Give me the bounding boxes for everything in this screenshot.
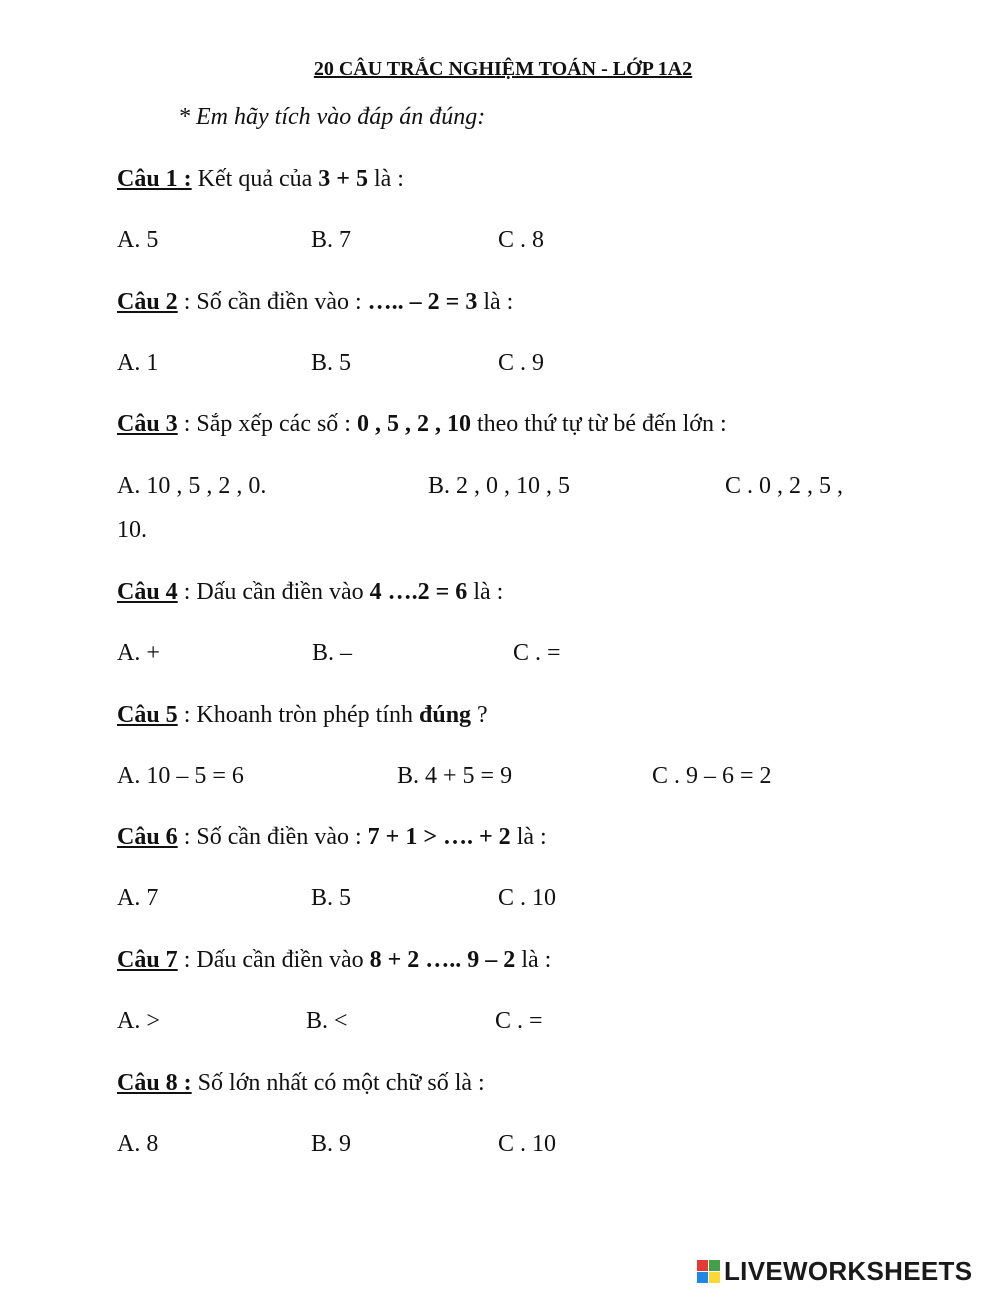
q8-option-a[interactable]: A. 8: [117, 1131, 159, 1157]
q1-option-b[interactable]: B. 7: [311, 227, 352, 253]
q7-option-c[interactable]: C . =: [495, 1008, 543, 1034]
logo-block: [709, 1260, 720, 1271]
question-label: Câu 3: [117, 411, 178, 437]
q4-option-a[interactable]: A. +: [117, 640, 160, 666]
question-text-end: là :: [367, 166, 404, 192]
question-label: Câu 5: [117, 702, 178, 728]
q5-option-b[interactable]: B. 4 + 5 = 9: [397, 763, 513, 789]
question-text-end: là :: [515, 947, 552, 973]
question-6: [117, 824, 547, 851]
q2-option-b[interactable]: B. 5: [311, 350, 352, 376]
question-text-end: là :: [477, 289, 514, 315]
q6-option-b[interactable]: B. 5: [311, 885, 352, 911]
question-text: : Số cần điền vào :: [177, 824, 368, 850]
logo-text: LIVEWORKSHEETS: [724, 1255, 973, 1286]
question-label: Câu 2: [117, 289, 178, 315]
q2-option-a[interactable]: A. 1: [117, 350, 159, 376]
question-8: [117, 1070, 485, 1097]
page-title: 20 CÂU TRẮC NGHIỆM TOÁN - LỚP 1A2: [313, 58, 693, 80]
q8-option-b[interactable]: B. 9: [311, 1131, 352, 1157]
question-expression: đúng: [419, 702, 472, 728]
q5-option-c[interactable]: C . 9 – 6 = 2: [652, 763, 772, 789]
question-text-end: theo thứ tự từ bé đến lớn :: [470, 411, 727, 437]
question-text: Số lớn nhất có một chữ số là :: [191, 1070, 485, 1096]
q6-option-c[interactable]: C . 10: [498, 885, 557, 911]
q1-option-c[interactable]: C . 8: [498, 227, 545, 253]
question-text-end: ?: [471, 702, 488, 728]
liveworksheets-logo: [697, 1253, 972, 1289]
question-expression: 0 , 5 , 2 , 10: [356, 411, 471, 437]
question-expression: 3 + 5: [318, 166, 368, 192]
q3-option-c[interactable]: C . 0 , 2 , 5 ,: [725, 473, 844, 499]
question-2: [117, 289, 513, 316]
question-text: : Sắp xếp các số :: [177, 411, 357, 437]
logo-block: [697, 1272, 708, 1283]
logo-block: [697, 1260, 708, 1271]
question-label: Câu 8 :: [117, 1070, 192, 1096]
question-1: [117, 166, 404, 193]
q2-option-c[interactable]: C . 9: [498, 350, 545, 376]
question-label: Câu 6: [117, 824, 178, 850]
question-expression: ….. – 2 = 3: [367, 289, 478, 315]
q8-option-c[interactable]: C . 10: [498, 1131, 557, 1157]
q3-option-c-continuation: 10.: [117, 517, 147, 543]
question-text: : Dấu cần điền vào: [177, 947, 370, 973]
question-label: Câu 1 :: [117, 166, 192, 192]
question-expression: 4 ….2 = 6: [369, 579, 468, 605]
question-5: [117, 702, 488, 729]
q4-option-b[interactable]: B. –: [312, 640, 353, 666]
q1-option-a[interactable]: A. 5: [117, 227, 159, 253]
question-expression: 7 + 1 > …. + 2: [367, 824, 511, 850]
question-label: Câu 4: [117, 579, 178, 605]
question-label: Câu 7: [117, 947, 178, 973]
q7-option-a[interactable]: A. >: [117, 1008, 160, 1034]
question-text: : Dấu cần điền vào: [177, 579, 370, 605]
question-expression: 8 + 2 ….. 9 – 2: [369, 947, 516, 973]
question-text: : Khoanh tròn phép tính: [177, 702, 419, 728]
logo-blocks-icon: [697, 1260, 720, 1283]
instruction: * Em hãy tích vào đáp án đúng:: [178, 104, 486, 130]
question-text: Kết quả của: [191, 166, 319, 192]
q3-option-b[interactable]: B. 2 , 0 , 10 , 5: [428, 473, 571, 499]
q4-option-c[interactable]: C . =: [513, 640, 561, 666]
question-3: [117, 411, 727, 438]
question-text-end: là :: [510, 824, 547, 850]
question-text: : Số cần điền vào :: [177, 289, 368, 315]
question-text-end: là :: [467, 579, 504, 605]
question-7: [117, 947, 551, 974]
q7-option-b[interactable]: B. <: [306, 1008, 348, 1034]
q6-option-a[interactable]: A. 7: [117, 885, 159, 911]
question-4: [117, 579, 503, 606]
q5-option-a[interactable]: A. 10 – 5 = 6: [117, 763, 244, 789]
logo-block: [709, 1272, 720, 1283]
q3-option-a[interactable]: A. 10 , 5 , 2 , 0.: [117, 473, 267, 499]
